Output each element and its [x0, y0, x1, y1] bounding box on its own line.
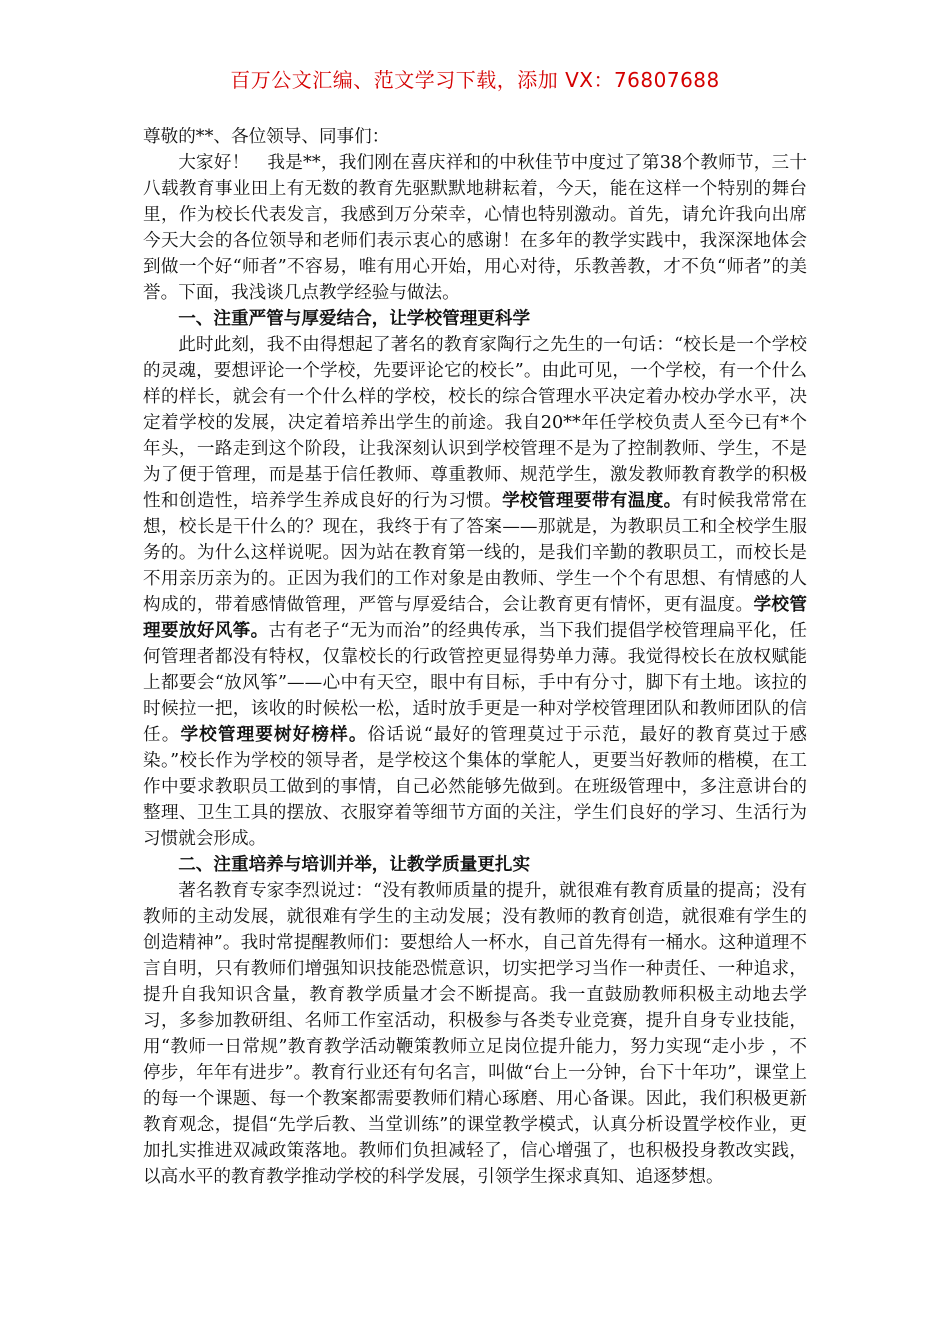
section-1-text-2: 有时候我常常在想，校长是干什么的？现在，我终于有了答案——那就是，为教职员工和全校学生服务的。为什么这样说呢。因为站在教育第一线的，是我们辛勤的教职员工，而校长是不用亲历亲为的。正因为我们的工作对象是由教师、学生一个个有思想、有情感的人构成的，带着感情做管理，严管与厚爱结合，会让教育更有情怀，更有温度。 — [143, 491, 807, 615]
section-1-bold-3: 学校管理要树好榜样。 — [180, 724, 368, 745]
salutation: 尊敬的**、各位领导、同事们： — [143, 127, 390, 147]
section-1-text-4: 俗话说“最好的管理莫过于示范，最好的教育莫过于感染。”校长作为学校的领导者，是学校这个集体的掌舵人，更要当好教师的楷模，在工作中要求教职员工做到的事情，自己必然能够先做到。在班级管理中，多注意讲台的整理、卫生工具的摆放、衣服穿着等细节方面的关注，学生们良好的学习、生活行为习惯就会形成。 — [143, 725, 807, 849]
section-1-bold-1: 学校管理要带有温度。 — [502, 490, 682, 511]
section-1-heading: 一、注重严管与厚爱结合，让学校管理更科学 — [178, 308, 531, 329]
intro-paragraph: 大家好！ 我是**，我们刚在喜庆祥和的中秋佳节中度过了第38个教师节，三十八载教育事业田上有无数的教育先驱默默地耕耘着，今天，能在这样一个特别的舞台里，作为校长代表发言，我感到万分荣幸，心情也特别激动。首先，请允许我向出席今天大会的各位领导和老师们表示衷心的感谢！在多年的教学实践中，我深深地体会到做一个好“师者”不容易，唯有用心开始，用心对待，乐教善教，才不负“师者”的美誉。下面，我浅谈几点教学经验与做法。 — [143, 153, 807, 303]
section-2-heading: 二、注重培养与培训并举，让教学质量更扎实 — [178, 854, 531, 875]
section-1-text-3: 古有老子“无为而治”的经典传承，当下我们提倡学校管理扁平化，任何管理者都没有特权，仅靠校长的行政管控更显得势单力薄。我觉得校长在放权赋能上都要会“放风筝”——心中有天空，眼中有目标，手中有分寸，脚下有土地。该拉的时候拉一把，该收的时候松一松，适时放手更是一种对学校管理团队和教师团队的信任。 — [143, 621, 807, 745]
header-banner: 百万公文汇编、范文学习下载，添加 VX：76807688 — [230, 68, 720, 92]
section-1-paragraph — [143, 332, 807, 852]
section-1-text-1: 此时此刻，我不由得想起了著名的教育家陶行之先生的一句话：“校长是一个学校的灵魂，要想评论一个学校，先要评论它的校长”。由此可见，一个学校，有一个什么样的样长，就会有一个什么样的学校，校长的综合管理水平决定着办校办学水平，决定着学校的发展，决定着培养出学生的前途。我自20**年任学校负责人至今已有*个年头，一路走到这个阶段，让我深刻认识到学校管理不是为了控制教师、学生，不是为了便于管理，而是基于信任教师、尊重教师、规范学生，激发教师教育教学的积极性和创造性，培养学生养成良好的行为习惯。 — [143, 335, 807, 511]
document-body — [143, 124, 807, 1190]
section-1-bold-2: 学校管理要放好风筝。 — [143, 594, 807, 641]
section-2-paragraph: 著名教育专家李烈说过：“没有教师质量的提升，就很难有教育质量的提高；没有教师的主动发展，就很难有学生的主动发展；没有教师的教育创造，就很难有学生的创造精神”。我时常提醒教师们：要想给人一杯水，自己首先得有一桶水。这种道理不言自明，只有教师们增强知识技能恐慌意识，切实把学习当作一种责任、一种追求，提升自我知识含量，教育教学质量才会不断提高。我一直鼓励教师积极主动地去学习，多参加教研组、名师工作室活动，积极参与各类专业竞赛，提升自身专业技能，用“教师一日常规”教育教学活动鞭策教师立足岗位提升能力，努力实现“走小步 ，不停步，年年有进步”。教育行业还有句名言，叫做“台上一分钟，台下十年功”，课堂上的每一个课题、每一个教案都需要教师们精心琢磨、用心备课。因此，我们积极更新教育观念，提倡“先学后教、当堂训练”的课堂教学模式，认真分析设置学校作业，更加扎实推进双减政策落地。教师们负担减轻了，信心增强了，也积极投身教改实践，以高水平的教育教学推动学校的科学发展，引领学生探求真知、追逐梦想。 — [143, 881, 807, 1187]
